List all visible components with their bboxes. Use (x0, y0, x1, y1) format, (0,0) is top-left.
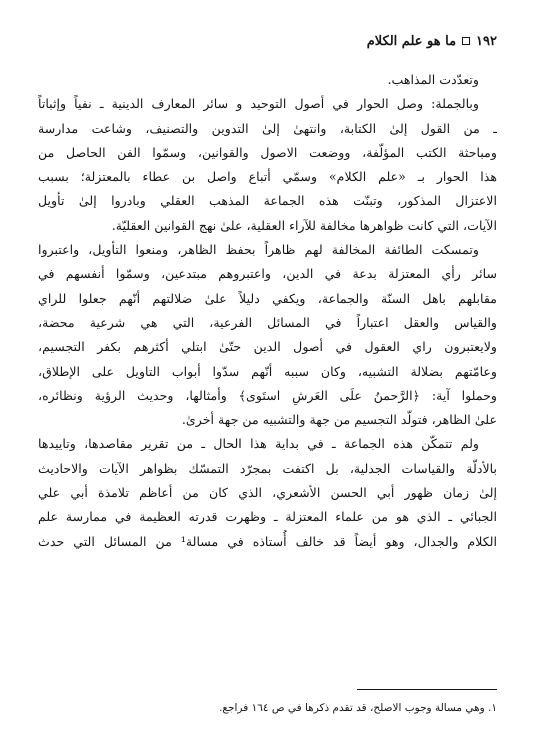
text-line: علىٰ الظاهر، فتولّد التجسيم من جهة والتشبيه من جهة أخرىٰ. (181, 412, 497, 428)
text-line: وعامّتهم بضلالة التشبيه، وكان سببه أنّهم سدّوا أبواب التاويل على الإطلاق، (38, 363, 497, 379)
text-line: الاعتزال المذكور، وتبنّت هذه الجماعة المذهب العقلي وبادروا إلىٰ تأويل (38, 193, 497, 209)
text-line: وتعدّدت المذاهب. (387, 72, 479, 87)
text-line: وتمسكت الطائفة المخالفة لهم ظاهراً بحفظ الظاهر، ومنعوا التأويل، واعتبروا (38, 242, 479, 258)
text-line: ولايعتبرون راي العقول في أصول الدين حتّىٰ ابتلي أكثرهم بكفر التجسيم، (38, 339, 497, 355)
text-line: الجبائي ـ الذي هو من علماء المعتزلة ـ وظهرت قدرته العظيمة في ممارسة علم (38, 509, 497, 525)
text-line: وبالجملة: وصل الحوار في أصول التوحيد و سائر المعارف الدينية ـ نفياً وإثباتاً (38, 96, 479, 112)
footnote-divider (357, 689, 497, 690)
running-title: ما هو علم الكلام (366, 33, 457, 49)
body-text (38, 68, 497, 554)
page-number: ١٩٢ (476, 33, 497, 49)
text-line: سائر رأي المعتزلة بدعة في الدين، واعتبروهم مبتدعين، وسمّوا أنفسهم في (38, 266, 497, 282)
text-line: بالأدلّة والقياسات الجدلية، بل اكتفت بمجرّد التمسّك بظواهر الآيات والاحاديث (38, 460, 497, 476)
text-line: هذا الحوار بـ «علم الكلام» وسمّي أتباع واصل بن عطاء بالمعتزلة؛ بسبب (38, 169, 497, 185)
footnote: ١. وهي مسالة وجوب الاصلح، قد تقدم ذكرها في ص ١٦٤ فراجع. (219, 702, 497, 714)
running-header (38, 32, 497, 50)
text-line: ـ من القول إلىٰ الكتابة، وانتهىٰ إلىٰ التدوين والتصنيف، وشاعت مدارسة (38, 120, 497, 136)
header-separator-square (462, 37, 470, 45)
text-line: الآيات، التي كانت ظواهرها مخالفة للآراء العقلية، علىٰ نهج القوانين العقليّة. (111, 217, 497, 233)
text-line: الكلام والجدال، وهو أيضاً قد خالف أُستاذه في مسالة¹ من المسائل التي حدث (38, 533, 497, 549)
text-line: مقابلهم باهل السنّة والجماعة، ويكفي دليلاً علىٰ ضلالتهم أنّهم جعلوا للراي (38, 290, 497, 306)
text-line: ولم تتمكّن هذه الجماعة ـ في بداية هذا الحال ـ من تقرير مقاصدها، وتاييدها (38, 436, 479, 452)
text-line: إلىٰ زمان ظهور أبي الحسن الأشعري، الذي كان من أعاظم تلامذة أبي علي (38, 485, 497, 501)
text-line: وحملوا آية: ﴿الرَّحمنُ علَى العَرشِ استَوى﴾ وأمثالها، وحديث الرؤية ونظائره، (38, 387, 497, 403)
text-line: ومباحثة الكتب المؤلّفة، ووضعت الاصول والقوانين، وسمّوا الفن الحاصل من (38, 144, 497, 160)
text-line: والقياس والعقل اعتباراً في المسائل الفرعية، التي هي شرعية محضة، (38, 314, 497, 330)
